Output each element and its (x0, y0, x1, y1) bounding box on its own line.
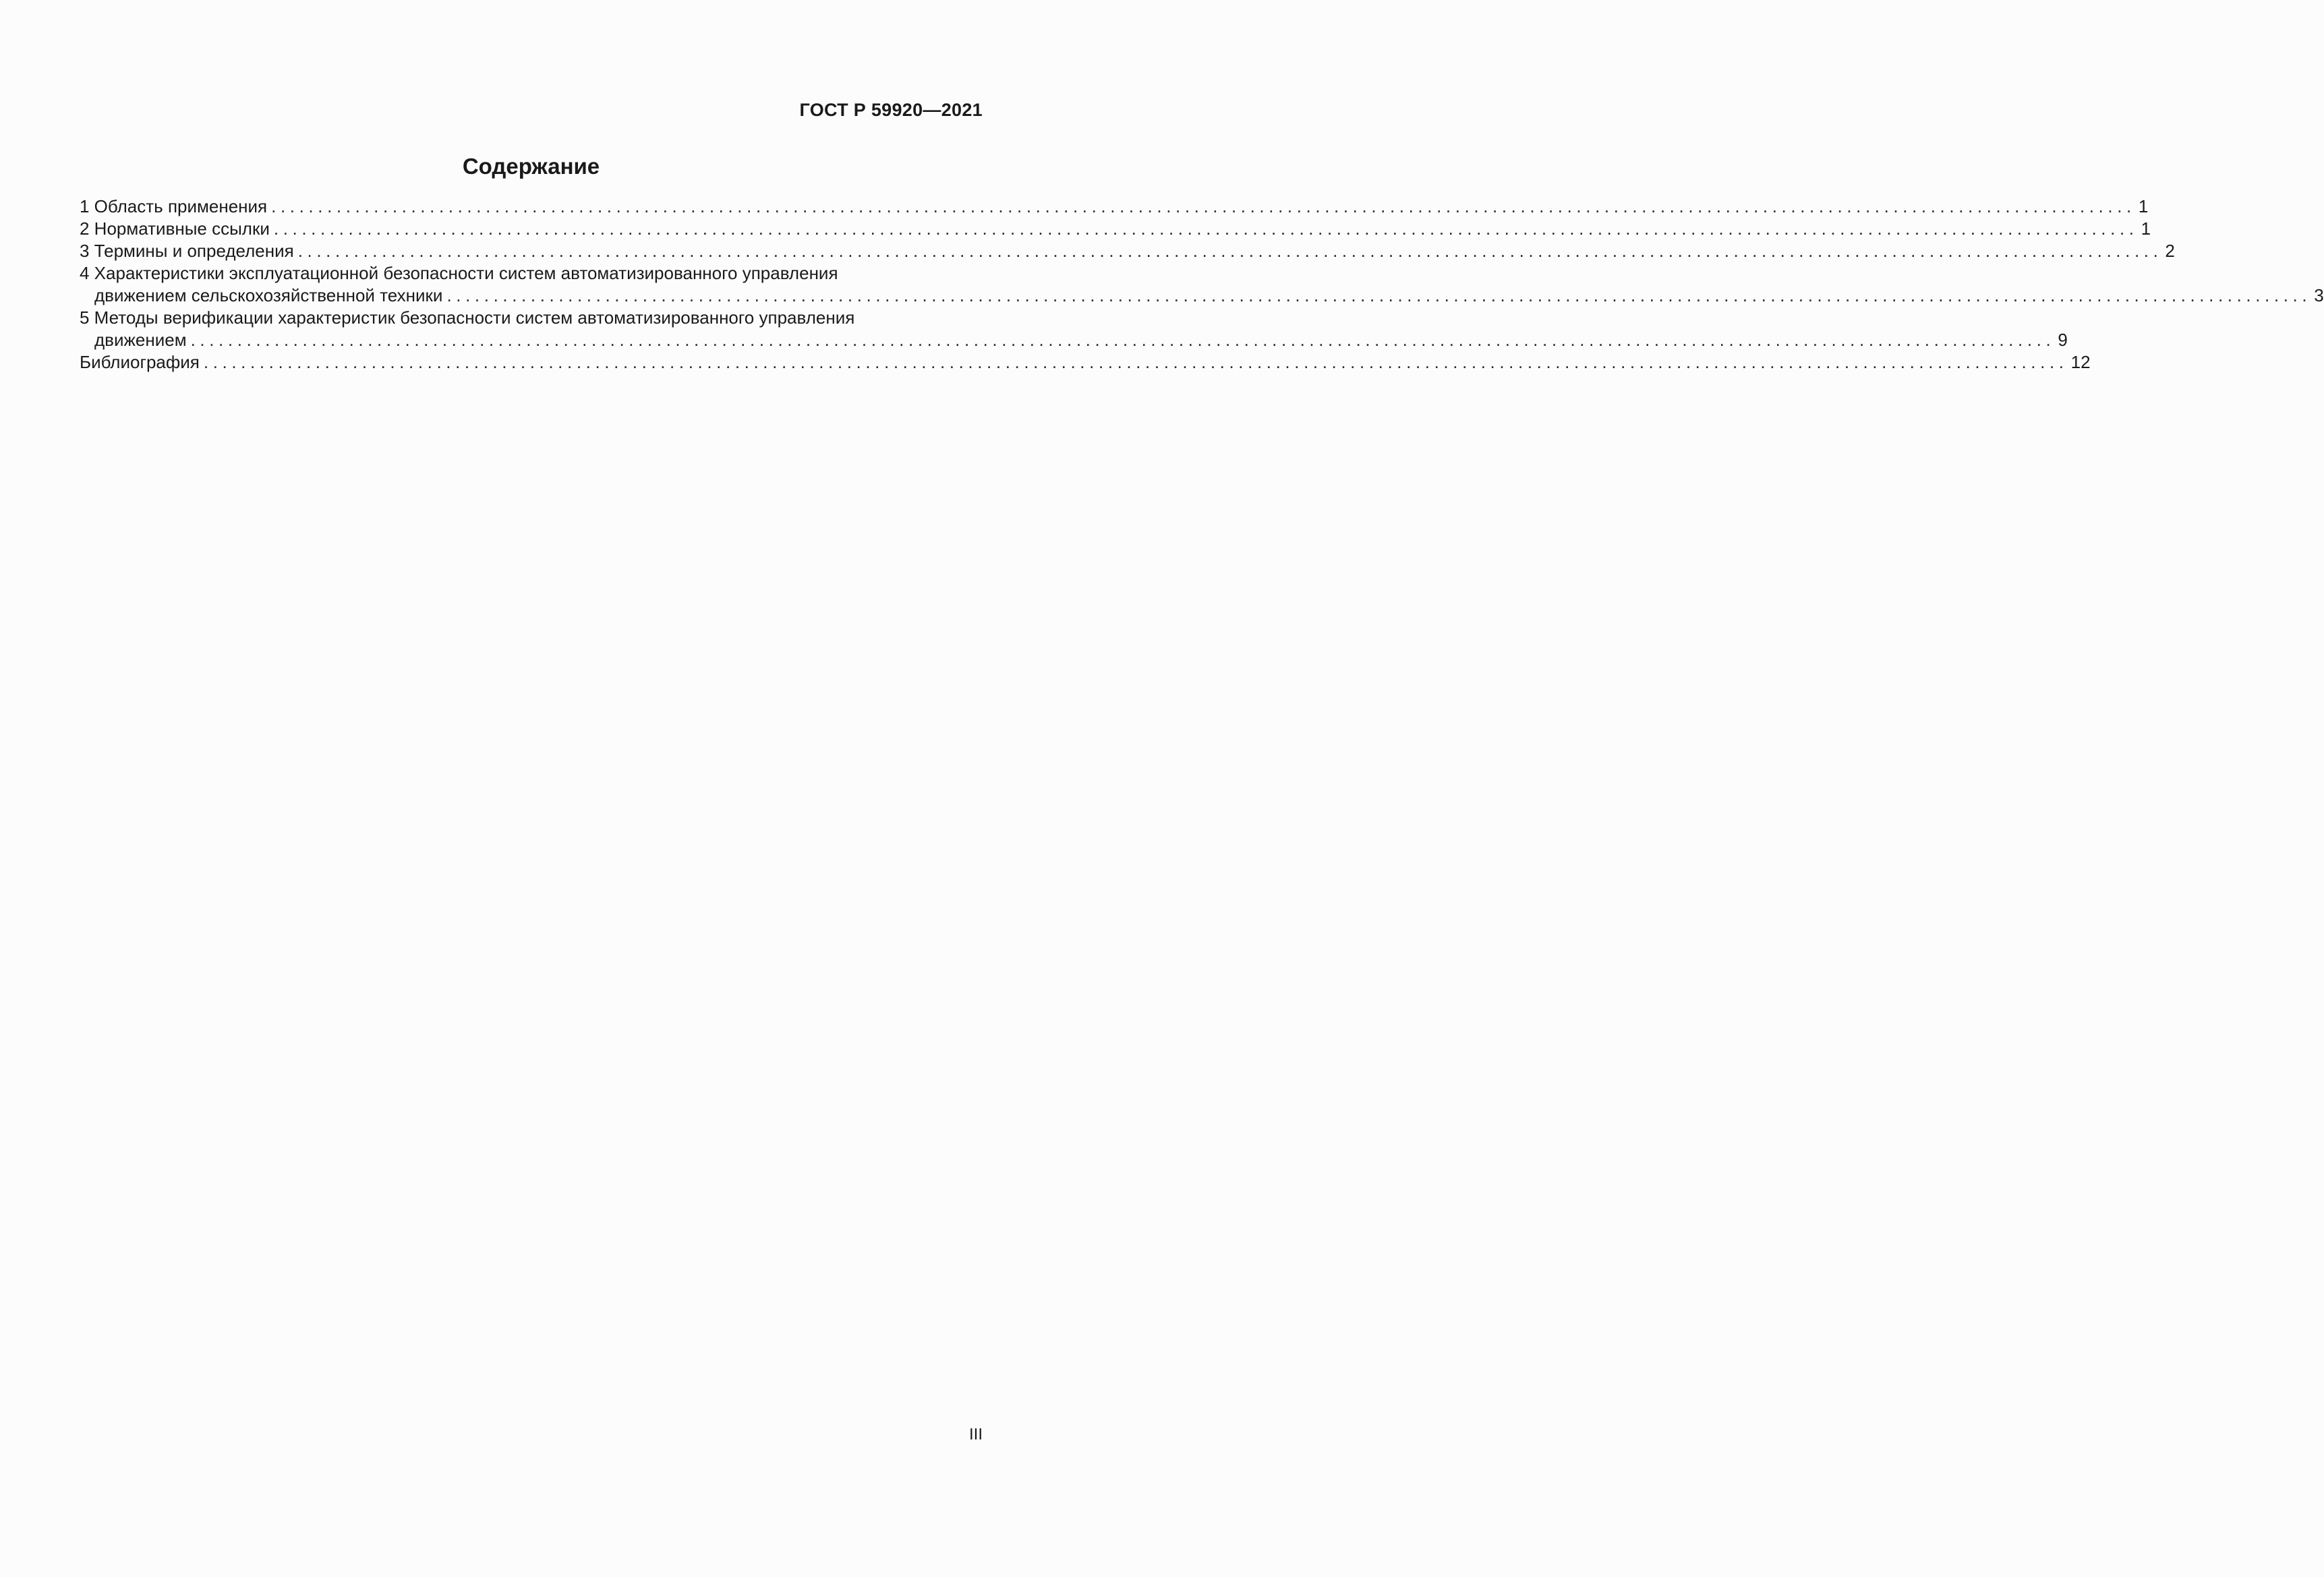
toc-title: Содержание (462, 154, 600, 179)
toc-entry-label: 5 Методы верификации характеристик безопасности систем автоматизированного управления (80, 307, 855, 328)
toc-entry-label-continued: движением сельскохозяйственной техники (94, 285, 443, 305)
toc-entry-label: 2 Нормативные ссылки (80, 218, 270, 239)
toc-entry-label: 4 Характеристики эксплуатационной безопасности систем автоматизированного управления (80, 263, 838, 283)
toc-entry[interactable] (80, 240, 2175, 262)
toc-dot-leader: ........................................................................................................................................................................................................ (297, 241, 2163, 261)
toc-entry-page: 1 (2141, 218, 2151, 239)
toc-entry-label-continued: движением (94, 330, 187, 350)
toc-entry[interactable] (80, 262, 2324, 307)
toc-entry-page: 1 (2138, 196, 2149, 216)
toc-entry-label: 1 Область применения (80, 196, 268, 216)
toc-entry-page: 12 (2070, 352, 2091, 372)
toc-dot-leader: ........................................................................................................................................................................................................ (190, 330, 2056, 350)
toc-dot-leader: ........................................................................................................................................................................................................ (271, 196, 2136, 216)
toc-entry-label: 3 Термины и определения (80, 241, 294, 261)
toc-entry[interactable] (80, 307, 2068, 351)
toc-dot-leader: ........................................................................................................................................................................................................ (203, 352, 2068, 372)
toc-entry-page: 3 (2314, 285, 2324, 305)
toc-entry[interactable] (80, 196, 2149, 218)
toc-dot-leader: ........................................................................................................................................................................................................ (273, 218, 2139, 239)
toc-entry-page: 9 (2058, 330, 2068, 350)
toc-entry[interactable] (80, 351, 2091, 374)
toc-entry-label: Библиография (80, 352, 200, 372)
toc-entry-page: 2 (2165, 241, 2175, 261)
toc-dot-leader: ........................................................................................................................................................................................................ (446, 285, 2312, 305)
toc-entry[interactable] (80, 218, 2151, 240)
document-code: ГОСТ Р 59920—2021 (799, 100, 983, 120)
page-number: III (968, 1425, 983, 1444)
table-of-contents (80, 196, 2324, 374)
